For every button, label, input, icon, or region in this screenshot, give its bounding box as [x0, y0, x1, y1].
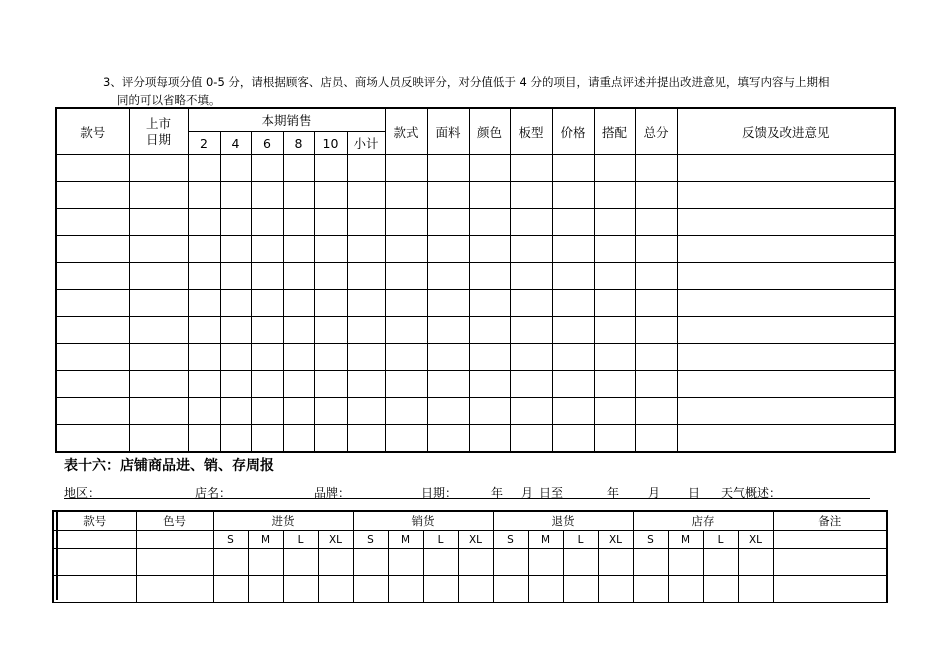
blank-cell[interactable] — [188, 317, 220, 344]
blank-cell[interactable] — [388, 576, 423, 603]
size-header: XL — [458, 531, 493, 549]
blank-cell[interactable] — [347, 398, 385, 425]
label-store: 店名： — [195, 486, 232, 500]
blank-cell[interactable] — [510, 425, 552, 453]
label-month-1: 月 — [521, 486, 534, 500]
size-blank-2 — [136, 531, 213, 549]
blank-cell[interactable] — [469, 182, 510, 209]
blank-cell[interactable] — [594, 155, 635, 182]
blank-cell[interactable] — [510, 182, 552, 209]
blank-cell[interactable] — [283, 236, 314, 263]
blank-cell[interactable] — [56, 371, 129, 398]
blank-cell[interactable] — [552, 182, 594, 209]
blank-cell[interactable] — [385, 263, 427, 290]
blank-cell[interactable] — [136, 576, 213, 603]
table-row — [56, 344, 895, 371]
size-header: XL — [738, 531, 773, 549]
blank-cell[interactable] — [563, 549, 598, 576]
size-header: S — [213, 531, 248, 549]
blank-cell[interactable] — [427, 344, 469, 371]
blank-cell[interactable] — [635, 290, 677, 317]
blank-cell[interactable] — [56, 317, 129, 344]
product-evaluation-table — [55, 107, 896, 453]
blank-cell[interactable] — [314, 182, 347, 209]
blank-cell[interactable] — [510, 398, 552, 425]
blank-cell[interactable] — [427, 182, 469, 209]
header-style-no-2: 款号 — [53, 511, 136, 531]
table-row — [56, 371, 895, 398]
blank-cell[interactable] — [129, 344, 188, 371]
blank-cell[interactable] — [563, 576, 598, 603]
blank-cell[interactable] — [385, 371, 427, 398]
blank-cell[interactable] — [347, 290, 385, 317]
blank-cell[interactable] — [668, 576, 703, 603]
blank-cell[interactable] — [552, 263, 594, 290]
blank-cell[interactable] — [314, 371, 347, 398]
blank-cell[interactable] — [56, 155, 129, 182]
blank-cell[interactable] — [703, 576, 738, 603]
blank-cell[interactable] — [129, 290, 188, 317]
blank-cell[interactable] — [427, 155, 469, 182]
blank-cell[interactable] — [594, 263, 635, 290]
size-header: XL — [318, 531, 353, 549]
blank-cell[interactable] — [594, 371, 635, 398]
blank-cell[interactable] — [552, 425, 594, 453]
size-header: S — [633, 531, 668, 549]
blank-cell[interactable] — [635, 155, 677, 182]
blank-cell[interactable] — [248, 576, 283, 603]
blank-cell[interactable] — [347, 425, 385, 453]
header-launch-date — [129, 108, 188, 155]
blank-cell[interactable] — [633, 549, 668, 576]
blank-cell[interactable] — [427, 290, 469, 317]
blank-cell[interactable] — [385, 398, 427, 425]
blank-cell[interactable] — [427, 371, 469, 398]
blank-cell[interactable] — [188, 155, 220, 182]
blank-cell[interactable] — [677, 236, 895, 263]
blank-cell[interactable] — [552, 317, 594, 344]
blank-cell[interactable] — [528, 576, 563, 603]
blank-cell[interactable] — [469, 317, 510, 344]
blank-cell[interactable] — [635, 182, 677, 209]
left-border-line — [56, 510, 58, 600]
blank-cell[interactable] — [552, 236, 594, 263]
blank-cell[interactable] — [635, 425, 677, 453]
blank-cell[interactable] — [385, 425, 427, 453]
blank-cell[interactable] — [347, 344, 385, 371]
table-row — [56, 290, 895, 317]
blank-cell[interactable] — [283, 371, 314, 398]
instruction-note — [103, 73, 903, 109]
blank-cell[interactable] — [129, 155, 188, 182]
blank-cell[interactable] — [318, 576, 353, 603]
blank-cell[interactable] — [251, 371, 283, 398]
blank-cell[interactable] — [493, 549, 528, 576]
label-brand: 品牌： — [314, 486, 351, 500]
blank-cell[interactable] — [347, 317, 385, 344]
blank-cell[interactable] — [510, 317, 552, 344]
label-month-2: 月 — [648, 486, 661, 500]
blank-cell[interactable] — [469, 263, 510, 290]
blank-cell[interactable] — [738, 549, 773, 576]
blank-cell[interactable] — [469, 425, 510, 453]
blank-cell[interactable] — [594, 209, 635, 236]
header-sales-0: 2 — [188, 132, 220, 155]
blank-cell[interactable] — [598, 549, 633, 576]
blank-cell[interactable] — [552, 371, 594, 398]
blank-cell[interactable] — [347, 182, 385, 209]
header-group-1: 销货 — [353, 511, 493, 531]
note-line-1: 3、评分项每项分值 0-5 分，请根据顾客、店员、商场人员反映评分，对分值低于 4 分的项目，请重点评述并提出改进意见，填写内容与上期相 — [103, 75, 830, 89]
blank-cell[interactable] — [56, 425, 129, 453]
size-header: XL — [598, 531, 633, 549]
blank-cell[interactable] — [314, 236, 347, 263]
label-year-1: 年 — [491, 486, 504, 500]
blank-cell[interactable] — [248, 549, 283, 576]
table-row — [56, 398, 895, 425]
size-header: L — [423, 531, 458, 549]
blank-cell[interactable] — [347, 371, 385, 398]
blank-cell[interactable] — [283, 398, 314, 425]
header-score-5: 搭配 — [594, 108, 635, 155]
blank-cell[interactable] — [56, 236, 129, 263]
blank-cell[interactable] — [423, 549, 458, 576]
blank-cell[interactable] — [677, 263, 895, 290]
blank-cell[interactable] — [594, 317, 635, 344]
blank-cell[interactable] — [129, 425, 188, 453]
blank-cell[interactable] — [668, 549, 703, 576]
blank-cell[interactable] — [283, 317, 314, 344]
blank-cell[interactable] — [633, 576, 668, 603]
blank-cell[interactable] — [347, 263, 385, 290]
header-sales-2: 6 — [251, 132, 283, 155]
size-header: S — [353, 531, 388, 549]
blank-cell[interactable] — [427, 317, 469, 344]
blank-cell[interactable] — [129, 317, 188, 344]
table-row — [56, 155, 895, 182]
blank-cell[interactable] — [635, 263, 677, 290]
blank-cell[interactable] — [220, 236, 251, 263]
header-sales-4: 10 — [314, 132, 347, 155]
size-header: L — [703, 531, 738, 549]
blank-cell[interactable] — [469, 398, 510, 425]
header-group-0: 进货 — [213, 511, 353, 531]
blank-cell[interactable] — [213, 576, 248, 603]
blank-cell[interactable] — [188, 344, 220, 371]
label-year-2: 年 — [607, 486, 620, 500]
header-style-no: 款号 — [56, 108, 129, 155]
blank-cell[interactable] — [251, 398, 283, 425]
table-row — [53, 576, 887, 603]
header-launch-l1: 上市 — [145, 115, 171, 131]
blank-cell[interactable] — [594, 344, 635, 371]
blank-cell[interactable] — [220, 425, 251, 453]
blank-cell[interactable] — [385, 182, 427, 209]
weekly-inventory-table — [52, 510, 888, 603]
size-header: M — [528, 531, 563, 549]
header-sales-3: 8 — [283, 132, 314, 155]
blank-cell[interactable] — [314, 398, 347, 425]
blank-cell[interactable] — [314, 209, 347, 236]
header-score-4: 价格 — [552, 108, 594, 155]
blank-cell[interactable] — [283, 155, 314, 182]
blank-cell[interactable] — [213, 549, 248, 576]
blank-cell[interactable] — [385, 236, 427, 263]
blank-cell[interactable] — [738, 576, 773, 603]
label-weather: 天气概述： — [721, 486, 782, 500]
blank-cell[interactable] — [469, 236, 510, 263]
blank-cell[interactable] — [220, 263, 251, 290]
blank-cell[interactable] — [677, 155, 895, 182]
header-score-6: 总分 — [635, 108, 677, 155]
blank-cell[interactable] — [427, 209, 469, 236]
header-current-sales: 本期销售 — [188, 108, 385, 132]
blank-cell[interactable] — [703, 549, 738, 576]
blank-cell[interactable] — [469, 290, 510, 317]
blank-cell[interactable] — [283, 344, 314, 371]
blank-cell[interactable] — [220, 398, 251, 425]
blank-cell[interactable] — [188, 263, 220, 290]
blank-cell[interactable] — [56, 290, 129, 317]
header-score-1: 面料 — [427, 108, 469, 155]
blank-cell[interactable] — [510, 263, 552, 290]
blank-cell[interactable] — [220, 290, 251, 317]
blank-cell[interactable] — [773, 549, 887, 576]
size-header: L — [283, 531, 318, 549]
blank-cell[interactable] — [677, 425, 895, 453]
label-date: 日期： — [421, 486, 458, 500]
blank-cell[interactable] — [314, 425, 347, 453]
size-header: L — [563, 531, 598, 549]
blank-cell[interactable] — [427, 236, 469, 263]
blank-cell[interactable] — [314, 344, 347, 371]
blank-cell[interactable] — [594, 398, 635, 425]
blank-cell[interactable] — [388, 549, 423, 576]
blank-cell[interactable] — [283, 263, 314, 290]
blank-cell[interactable] — [458, 549, 493, 576]
blank-cell[interactable] — [385, 155, 427, 182]
table-row — [56, 425, 895, 453]
blank-cell[interactable] — [427, 263, 469, 290]
blank-cell[interactable] — [56, 182, 129, 209]
blank-cell[interactable] — [283, 209, 314, 236]
blank-cell[interactable] — [251, 263, 283, 290]
blank-cell[interactable] — [283, 182, 314, 209]
blank-cell[interactable] — [598, 576, 633, 603]
blank-cell[interactable] — [552, 344, 594, 371]
blank-cell[interactable] — [283, 290, 314, 317]
blank-cell[interactable] — [251, 155, 283, 182]
size-blank-remark — [773, 531, 887, 549]
blank-cell[interactable] — [677, 182, 895, 209]
header-remark: 备注 — [773, 511, 887, 531]
blank-cell[interactable] — [677, 371, 895, 398]
blank-cell[interactable] — [347, 236, 385, 263]
blank-cell[interactable] — [510, 155, 552, 182]
blank-cell[interactable] — [528, 549, 563, 576]
blank-cell[interactable] — [385, 344, 427, 371]
blank-cell[interactable] — [594, 425, 635, 453]
blank-cell[interactable] — [458, 576, 493, 603]
blank-cell[interactable] — [251, 344, 283, 371]
header-group-2: 退货 — [493, 511, 633, 531]
size-blank-1 — [53, 531, 136, 549]
blank-cell[interactable] — [385, 317, 427, 344]
blank-cell[interactable] — [353, 549, 388, 576]
blank-cell[interactable] — [635, 317, 677, 344]
size-header: M — [668, 531, 703, 549]
blank-cell[interactable] — [220, 344, 251, 371]
blank-cell[interactable] — [283, 549, 318, 576]
report-info-line — [64, 485, 870, 499]
label-day-2: 日 — [688, 486, 701, 500]
blank-cell[interactable] — [510, 344, 552, 371]
blank-cell[interactable] — [469, 371, 510, 398]
blank-cell[interactable] — [129, 398, 188, 425]
blank-cell[interactable] — [677, 317, 895, 344]
table-row — [56, 236, 895, 263]
blank-cell[interactable] — [129, 182, 188, 209]
blank-cell[interactable] — [53, 549, 136, 576]
blank-cell[interactable] — [773, 576, 887, 603]
header-group-3: 店存 — [633, 511, 773, 531]
blank-cell[interactable] — [427, 425, 469, 453]
blank-cell[interactable] — [220, 371, 251, 398]
blank-cell[interactable] — [188, 290, 220, 317]
blank-cell[interactable] — [129, 209, 188, 236]
header-feedback: 反馈及改进意见 — [677, 108, 895, 155]
blank-cell[interactable] — [129, 263, 188, 290]
header-sales-5: 小计 — [347, 132, 385, 155]
table-row — [56, 182, 895, 209]
blank-cell[interactable] — [283, 425, 314, 453]
blank-cell[interactable] — [251, 317, 283, 344]
note-line-2: 同的可以省略不填。 — [117, 93, 221, 107]
weekly-report-title: 表十六：店铺商品进、销、存周报 — [64, 458, 274, 474]
size-header: S — [493, 531, 528, 549]
blank-cell[interactable] — [188, 209, 220, 236]
table-row — [56, 209, 895, 236]
label-day-to: 日至 — [539, 486, 564, 500]
blank-cell[interactable] — [347, 209, 385, 236]
blank-cell[interactable] — [129, 371, 188, 398]
blank-cell[interactable] — [314, 155, 347, 182]
blank-cell[interactable] — [552, 209, 594, 236]
blank-cell[interactable] — [552, 398, 594, 425]
blank-cell[interactable] — [188, 425, 220, 453]
blank-cell[interactable] — [283, 576, 318, 603]
blank-cell[interactable] — [510, 371, 552, 398]
size-header: M — [388, 531, 423, 549]
blank-cell[interactable] — [594, 290, 635, 317]
blank-cell[interactable] — [594, 236, 635, 263]
blank-cell[interactable] — [129, 236, 188, 263]
blank-cell[interactable] — [677, 290, 895, 317]
blank-cell[interactable] — [188, 398, 220, 425]
blank-cell[interactable] — [56, 344, 129, 371]
blank-cell[interactable] — [220, 155, 251, 182]
blank-cell[interactable] — [469, 344, 510, 371]
table-row — [56, 317, 895, 344]
blank-cell[interactable] — [385, 209, 427, 236]
blank-cell[interactable] — [251, 182, 283, 209]
header-sales-1: 4 — [220, 132, 251, 155]
blank-cell[interactable] — [251, 290, 283, 317]
blank-cell[interactable] — [469, 155, 510, 182]
size-header: M — [248, 531, 283, 549]
blank-cell[interactable] — [56, 209, 129, 236]
blank-cell[interactable] — [251, 209, 283, 236]
blank-cell[interactable] — [220, 317, 251, 344]
blank-cell[interactable] — [385, 290, 427, 317]
header-color-no: 色号 — [136, 511, 213, 531]
blank-cell[interactable] — [677, 398, 895, 425]
blank-cell[interactable] — [318, 549, 353, 576]
blank-cell[interactable] — [469, 209, 510, 236]
blank-cell[interactable] — [56, 398, 129, 425]
blank-cell[interactable] — [53, 576, 136, 603]
blank-cell[interactable] — [510, 290, 552, 317]
blank-cell[interactable] — [594, 182, 635, 209]
table-row — [53, 549, 887, 576]
header-score-2: 颜色 — [469, 108, 510, 155]
blank-cell[interactable] — [314, 290, 347, 317]
blank-cell[interactable] — [635, 344, 677, 371]
table-row — [56, 263, 895, 290]
blank-cell[interactable] — [251, 236, 283, 263]
blank-cell[interactable] — [251, 425, 283, 453]
header-score-3: 板型 — [510, 108, 552, 155]
blank-cell[interactable] — [635, 371, 677, 398]
blank-cell[interactable] — [220, 182, 251, 209]
blank-cell[interactable] — [552, 155, 594, 182]
blank-cell[interactable] — [188, 371, 220, 398]
blank-cell[interactable] — [188, 236, 220, 263]
blank-cell[interactable] — [635, 236, 677, 263]
blank-cell[interactable] — [635, 209, 677, 236]
blank-cell[interactable] — [510, 236, 552, 263]
header-score-0: 款式 — [385, 108, 427, 155]
blank-cell[interactable] — [353, 576, 388, 603]
blank-cell[interactable] — [423, 576, 458, 603]
blank-cell[interactable] — [347, 155, 385, 182]
blank-cell[interactable] — [314, 263, 347, 290]
blank-cell[interactable] — [136, 549, 213, 576]
blank-cell[interactable] — [314, 317, 347, 344]
header-launch-l2: 日期 — [145, 131, 171, 147]
blank-cell[interactable] — [552, 290, 594, 317]
blank-cell[interactable] — [677, 344, 895, 371]
blank-cell[interactable] — [56, 263, 129, 290]
blank-cell[interactable] — [188, 182, 220, 209]
blank-cell[interactable] — [220, 209, 251, 236]
blank-cell[interactable] — [427, 398, 469, 425]
label-region: 地区： — [64, 486, 101, 500]
blank-cell[interactable] — [635, 398, 677, 425]
blank-cell[interactable] — [677, 209, 895, 236]
blank-cell[interactable] — [493, 576, 528, 603]
blank-cell[interactable] — [510, 209, 552, 236]
